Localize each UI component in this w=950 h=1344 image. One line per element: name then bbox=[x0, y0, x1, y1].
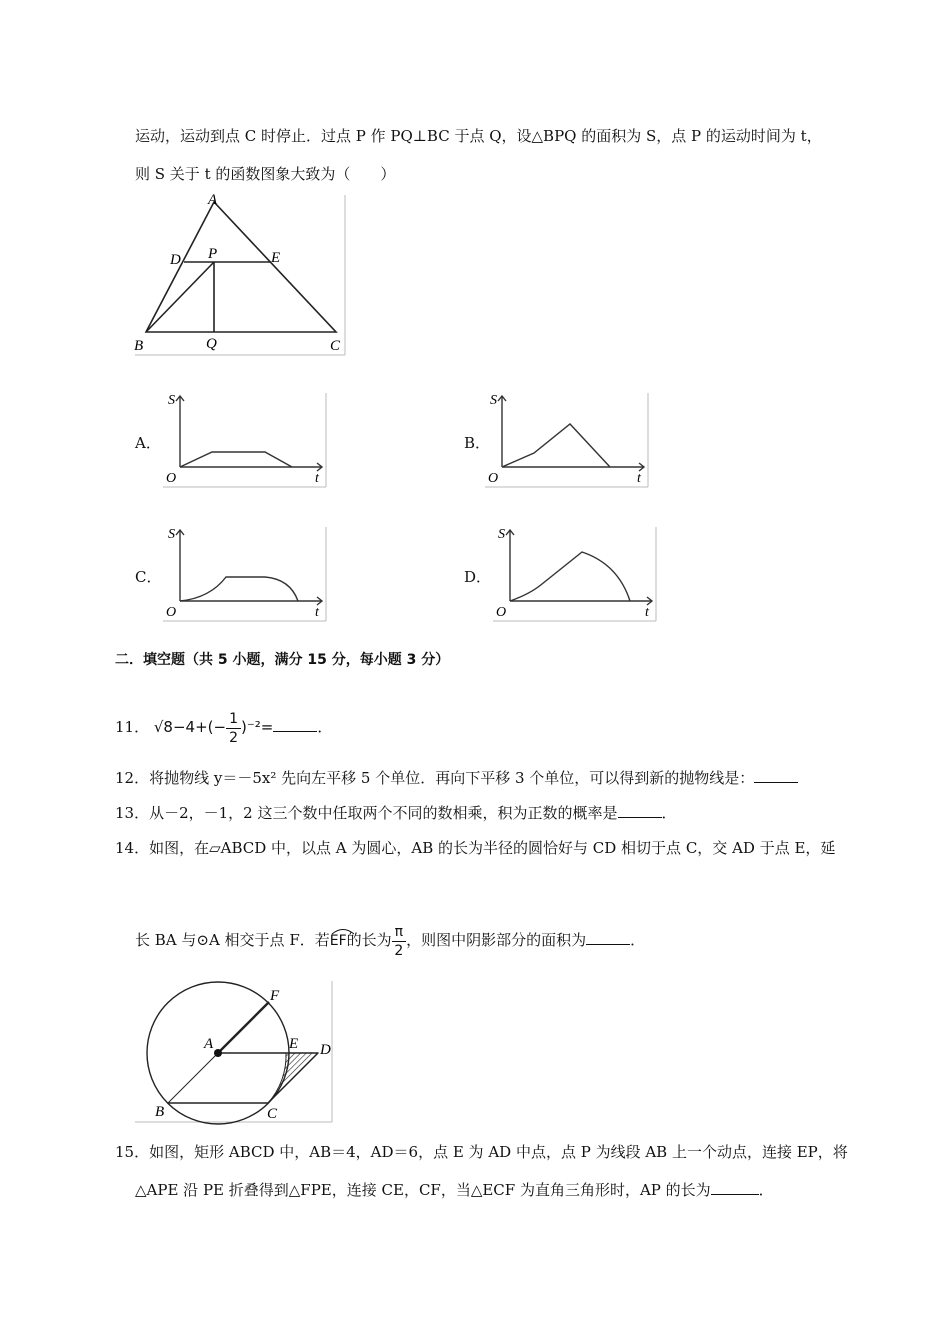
label-q: Q bbox=[206, 336, 217, 352]
q13-text: 13．从－2，－1，2 这三个数中任取两个不同的数相乘，积为正数的概率是 bbox=[115, 804, 618, 822]
q11-expr-pre: √8−4+(− bbox=[153, 718, 227, 736]
option-a-graph bbox=[160, 390, 330, 490]
origin-o: O bbox=[166, 605, 177, 620]
q12-text: 12．将抛物线 y＝－5x² 先向左平移 5 个单位．再向下平移 3 个单位，可以得到新的抛物线是： bbox=[115, 769, 755, 787]
q14-frac-den: 2 bbox=[394, 942, 404, 959]
q14-line2 bbox=[135, 916, 645, 964]
origin-o: O bbox=[488, 471, 499, 486]
q15-line2 bbox=[135, 1180, 774, 1200]
label-b: B bbox=[134, 338, 144, 354]
label-d: D bbox=[170, 252, 181, 268]
option-c-graph bbox=[160, 524, 330, 624]
axis-t: t bbox=[315, 605, 319, 620]
q14-line2-pre: 长 BA 与⊙A 相交于点 F．若 bbox=[135, 931, 330, 949]
q14-line1: 14．如图，在▱ABCD 中，以点 A 为圆心，AB 的长为半径的圆恰好与 CD 相切于点 C，交 AD 于点 E，延 bbox=[115, 839, 836, 857]
q14-arc-ef bbox=[330, 917, 347, 965]
segment-af bbox=[218, 1002, 269, 1053]
q13-tail: ． bbox=[661, 804, 677, 822]
q11-number: 11． bbox=[115, 718, 150, 736]
section-2-title: 二．填空题（共 5 小题，满分 15 分，每小题 3 分） bbox=[115, 652, 450, 668]
q14-answer-blank bbox=[586, 930, 630, 945]
axis-t: t bbox=[645, 605, 649, 620]
origin-o: O bbox=[166, 471, 177, 486]
label-p: P bbox=[208, 246, 218, 262]
option-b-curve bbox=[502, 424, 610, 467]
origin-o: O bbox=[496, 605, 507, 620]
axis-s: S bbox=[498, 527, 505, 542]
option-d-graph bbox=[490, 524, 660, 624]
arc-symbol-icon bbox=[330, 927, 356, 935]
label-c: C bbox=[330, 338, 341, 354]
label-f: F bbox=[270, 988, 280, 1004]
label-a: A bbox=[204, 1036, 214, 1052]
q14-fraction bbox=[392, 923, 406, 960]
q15-line2-text: △APE 沿 PE 折叠得到△FPE，连接 CE，CF，当△ECF 为直角三角形时，AP 的长为 bbox=[135, 1181, 711, 1199]
option-d-label: D． bbox=[464, 568, 492, 586]
axis-s: S bbox=[490, 393, 497, 408]
option-a-curve bbox=[180, 452, 292, 467]
q10-line1: 运动，运动到点 C 时停止．过点 P 作 PQ⊥BC 于点 Q，设△BPQ 的面积为 S，点 P 的运动时间为 t， bbox=[135, 127, 822, 145]
q13 bbox=[115, 803, 677, 823]
label-d: D bbox=[320, 1042, 331, 1058]
q11-answer-blank bbox=[273, 717, 317, 732]
q14-line2-mid: 的长为 bbox=[346, 931, 392, 949]
q11-fraction bbox=[226, 710, 241, 747]
axis-s: S bbox=[168, 393, 175, 408]
axis-t: t bbox=[637, 471, 641, 486]
segment-bp bbox=[146, 262, 214, 332]
segment-ba bbox=[168, 1053, 218, 1103]
option-c-label: C． bbox=[135, 568, 162, 586]
q11-tail: ． bbox=[317, 718, 333, 736]
option-c-curve bbox=[180, 577, 298, 601]
q10-line2: 则 S 关于 t 的函数图象大致为（ ） bbox=[135, 165, 396, 183]
label-b: B bbox=[155, 1104, 165, 1120]
option-a-label: A． bbox=[135, 434, 161, 452]
q11-frac-den: 2 bbox=[229, 729, 238, 746]
q15-line1: 15．如图，矩形 ABCD 中，AB＝4，AD＝6，点 E 为 AD 中点，点 P 为线段 AB 上一个动点，连接 EP，将 bbox=[115, 1143, 848, 1161]
q11-expr-post: )⁻²= bbox=[241, 718, 274, 736]
option-b-label: B． bbox=[464, 434, 491, 452]
q14-tail: ． bbox=[630, 931, 646, 949]
axis-t: t bbox=[315, 471, 319, 486]
option-b-graph bbox=[482, 390, 652, 490]
q12-answer-blank bbox=[754, 768, 798, 783]
q14-arc-label: EF bbox=[329, 933, 347, 949]
triangle-figure bbox=[130, 190, 350, 360]
q13-answer-blank bbox=[618, 803, 662, 818]
q11-frac-num: 1 bbox=[226, 710, 241, 729]
label-a: A bbox=[208, 192, 218, 208]
option-d-curve bbox=[510, 552, 630, 601]
q14-frac-num: π bbox=[392, 923, 406, 942]
q15-answer-blank bbox=[711, 1180, 759, 1195]
q12 bbox=[115, 768, 798, 788]
axis-s: S bbox=[168, 527, 175, 542]
q11 bbox=[115, 705, 332, 749]
label-e: E bbox=[289, 1036, 299, 1052]
label-e: E bbox=[271, 250, 281, 266]
q15-tail: ． bbox=[758, 1181, 774, 1199]
circle-figure bbox=[132, 978, 336, 1126]
q14-line2-post: ，则图中阴影部分的面积为 bbox=[406, 931, 587, 949]
label-c: C bbox=[267, 1106, 278, 1122]
center-point-a bbox=[214, 1049, 222, 1057]
